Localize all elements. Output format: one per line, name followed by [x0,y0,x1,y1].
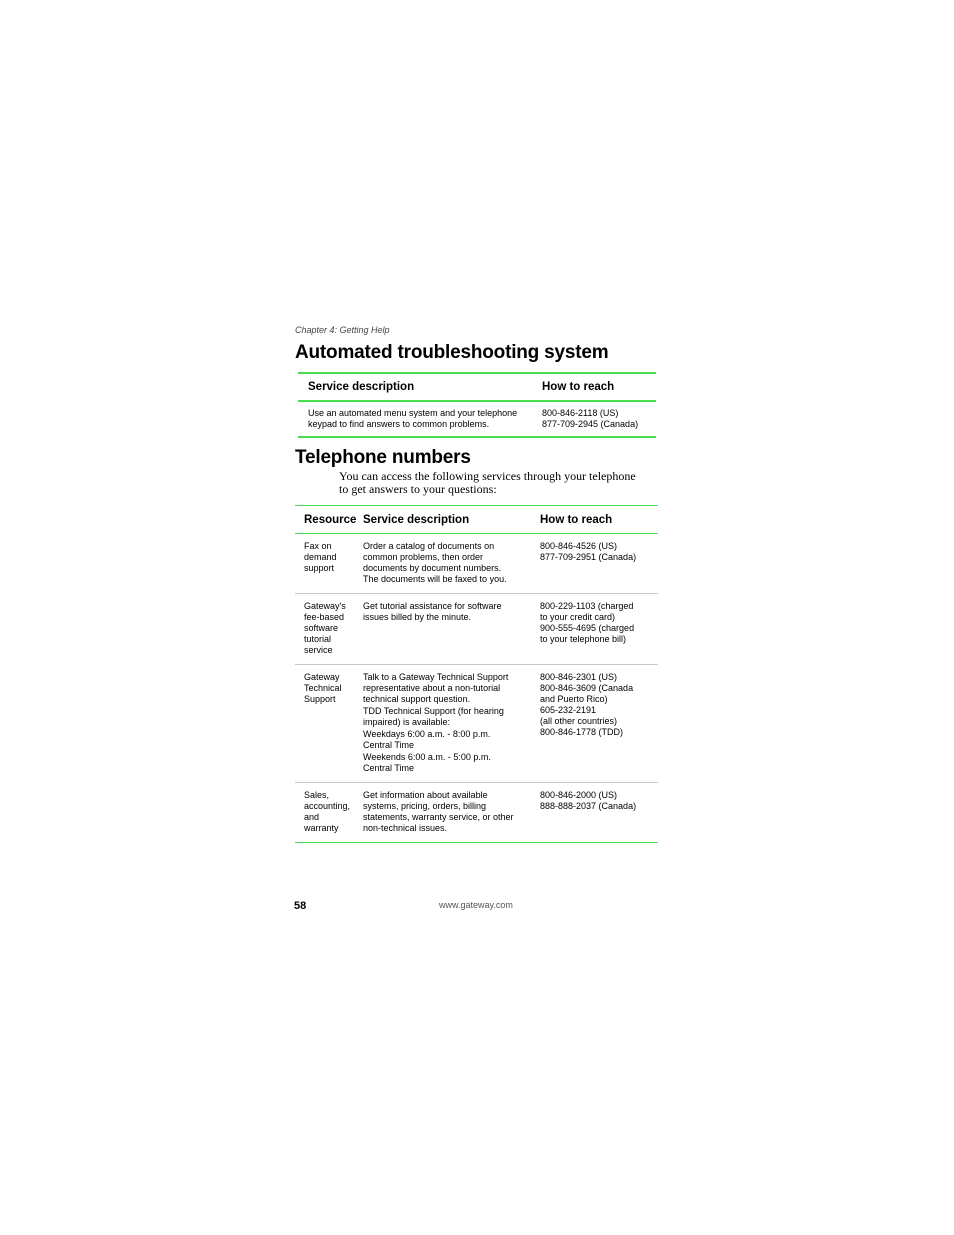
phone-line: 800-846-3609 (Canada [540,683,634,693]
resource-cell [295,594,363,665]
automated-table-header [298,373,656,401]
text-line: demand [304,552,337,562]
text-line: keypad to find answers to common problems. [308,419,490,429]
header-service-description: Service description [308,381,415,393]
phone-line: 877-709-2945 (Canada) [542,419,639,429]
service-cell [363,594,540,665]
text-line: non-technical issues. [363,823,448,833]
phone-line: 800-846-2301 (US) [540,672,618,682]
text-line: and [304,812,320,822]
phone-line: 800-846-4526 (US) [540,541,618,551]
telephone-intro [339,470,659,496]
text-line: fee-based [304,612,345,622]
resource-cell [295,783,363,843]
phone-line: 800-229-1103 (charged [540,601,634,611]
table-row [295,783,658,843]
text-line: Central Time [363,763,415,773]
text-line: technical support question. [363,694,471,704]
page-number: 58 [294,900,307,912]
text-line: software [304,623,339,633]
text-line: Sales, [304,790,330,800]
reach-cell [542,401,656,437]
table-row [295,594,658,665]
phone-line: (all other countries) [540,716,618,726]
telephone-section-title: Telephone numbers [295,447,471,468]
text-line: statements, warranty service, or other [363,812,514,822]
text-line: systems, pricing, orders, billing [363,801,487,811]
service-cell [363,534,540,594]
reach-cell [540,594,658,665]
text-line: Get tutorial assistance for software [363,601,502,611]
phone-line: 800-846-2118 (US) [542,408,619,418]
text-line: service [304,645,333,655]
text-line: Order a catalog of documents on [363,541,495,551]
phone-line: 900-555-4695 (charged [540,623,635,633]
text-line: warranty [304,823,339,833]
footer-url: www.gateway.com [439,900,513,910]
intro-line: to get answers to your questions: [339,482,497,496]
intro-line: You can access the following services through your telephone [339,469,636,483]
phone-line: 877-709-2951 (Canada) [540,552,637,562]
header-how-to-reach: How to reach [542,381,615,393]
text-line: Fax on [304,541,332,551]
text-line: support [304,563,335,573]
text-line: Gateway's [304,601,346,611]
text-line: Weekdays 6:00 a.m. - 8:00 p.m. [363,729,491,739]
header-how-to-reach: How to reach [540,513,613,526]
telephone-table [295,505,658,843]
text-line: Central Time [363,740,415,750]
phone-line: to your credit card) [540,612,616,622]
automated-table [298,372,656,438]
table-row [295,534,658,594]
text-line: Get information about available [363,790,488,800]
text-line: representative about a non-tutorial [363,683,501,693]
reach-cell [540,665,658,783]
automated-section-title: Automated troubleshooting system [295,342,609,363]
phone-line: and Puerto Rico) [540,694,608,704]
table-row [295,665,658,783]
telephone-table-header [295,506,658,534]
text-line: impaired) is available: [363,717,451,727]
chapter-label: Chapter 4: Getting Help [295,325,390,335]
service-cell [363,783,540,843]
text-line: Gateway [304,672,340,682]
reach-cell [540,534,658,594]
text-line: Support [304,694,336,704]
text-line: common problems, then order [363,552,484,562]
reach-cell [540,783,658,843]
resource-cell [295,665,363,783]
text-line: TDD Technical Support (for hearing [363,706,504,716]
text-line: Weekends 6:00 a.m. - 5:00 p.m. [363,752,491,762]
phone-line: 605-232-2191 [540,705,597,715]
text-line: issues billed by the minute. [363,612,472,622]
header-resource: Resource [304,513,357,526]
text-line: documents by document numbers. [363,563,502,573]
resource-cell [295,534,363,594]
text-line: The documents will be faxed to you. [363,574,507,584]
text-line: Technical [304,683,342,693]
header-service-description: Service description [363,513,470,526]
text-line: tutorial [304,634,332,644]
text-line: Use an automated menu system and your telephone [308,408,518,418]
phone-line: 800-846-2000 (US) [540,790,618,800]
text-line: accounting, [304,801,351,811]
phone-line: to your telephone bill) [540,634,627,644]
service-cell [298,401,542,437]
text-line: Talk to a Gateway Technical Support [363,672,509,682]
phone-line: 800-846-1778 (TDD) [540,727,624,737]
service-cell [363,665,540,783]
phone-line: 888-888-2037 (Canada) [540,801,637,811]
table-row [298,401,656,437]
